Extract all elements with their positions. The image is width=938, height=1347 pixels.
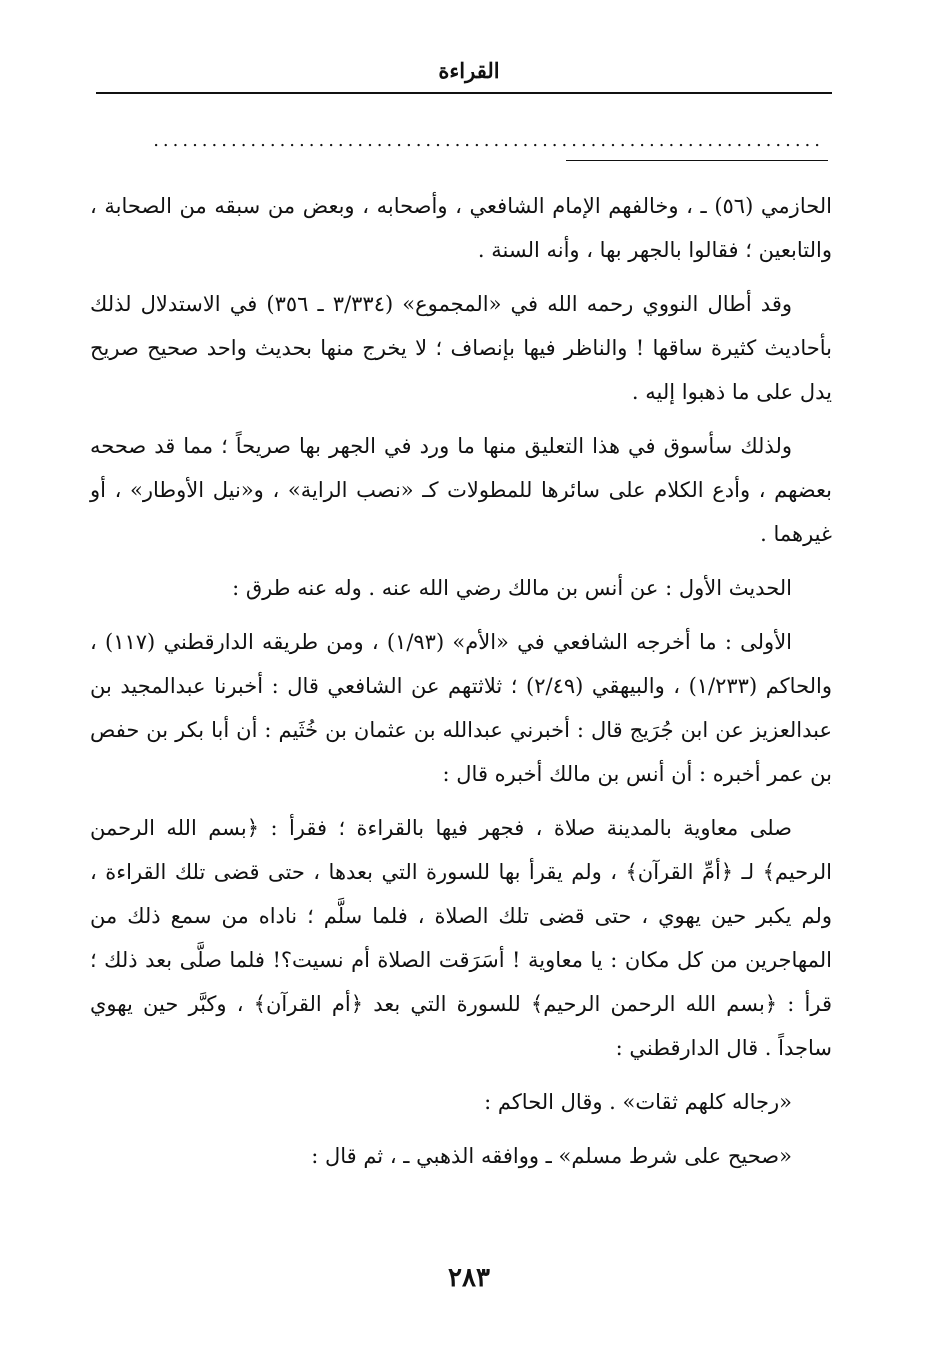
header-rule <box>96 92 832 94</box>
paragraph-5: الأولى : ما أخرجه الشافعي في «الأم» (١/٩٣) ، ومن طريقه الدارقطني (١١٧) ، والحاكم (١/٢٣٣) ، والبيهقي (٢/٤٩) ؛ ثلاثتهم عن الشافعي قال : أخبرنا عبدالمجيد بن عبدالعزيز عن ابن جُرَيج قال : أخبرني عبدالله بن عثمان بن خُثَيم : أن أبا بكر بن حفص بن عمر أخبره : أن أنس بن مالك أخبره قال : <box>90 630 832 786</box>
paragraph-6: صلى معاوية بالمدينة صلاة ، فجهر فيها بالقراءة ؛ فقرأ : ﴿بسم الله الرحمن الرحيم﴾ لـ ﴿أمِّ القرآن﴾ ، ولم يقرأ بها للسورة التي بعدها ، حتى قضى تلك القراءة ، ولم يكبر حين يهوي ، حتى قضى تلك الصلاة ، فلما سلَّم ؛ ناداه من سمع ذلك من المهاجرين من كل مكان : يا معاوية ! أسَرَقت الصلاة أم نسيت؟! فلما صلَّى بعد ذلك ؛ قرأ : ﴿بسم الله الرحمن الرحيم﴾ للسورة التي بعد ﴿أم القرآن﴾ ، وكبَّر حين يهوي ساجداً . قال الدارقطني : <box>90 816 832 1060</box>
paragraph-4: الحديث الأول : عن أنس بن مالك رضي الله عنه . وله عنه طرق : <box>232 576 792 600</box>
paragraph-3: ولذلك سأسوق في هذا التعليق منها ما ورد في الجهر بها صريحاً ؛ مما قد صححه بعضهم ، وأدع الكلام على سائرها للمطولات كـ «نصب الراية» ، و«نيل الأوطار» ، أو غيرهما . <box>90 434 832 546</box>
paragraph-8: «صحيح على شرط مسلم» ـ ووافقه الذهبي ـ ، ثم قال : <box>311 1144 792 1168</box>
footnote-separator <box>566 160 828 161</box>
paragraph-2: وقد أطال النووي رحمه الله في «المجموع» (٣/٣٣٤ ـ ٣٥٦) في الاستدلال لذلك بأحاديث كثيرة ساقها ! والناظر فيها بإنصاف ؛ لا يخرج منها بحديث واحد صحيح صريح يدل على ما ذهبوا إليه . <box>90 292 832 404</box>
paragraph-1: الحازمي (٥٦) ـ ، وخالفهم الإمام الشافعي ، وأصحابه ، وبعض من سبقه من الصحابة ، والتابعين ؛ فقالوا بالجهر بها ، وأنه السنة . <box>90 194 833 262</box>
running-header-title: القراءة <box>438 58 500 83</box>
page-number: ٢٨٣ <box>448 1263 490 1293</box>
paragraph-7: «رجاله كلهم ثقات» . وقال الحاكم : <box>484 1090 792 1114</box>
footnote-body <box>90 184 832 1188</box>
footnote-dots: ..................................................................... <box>153 130 824 151</box>
